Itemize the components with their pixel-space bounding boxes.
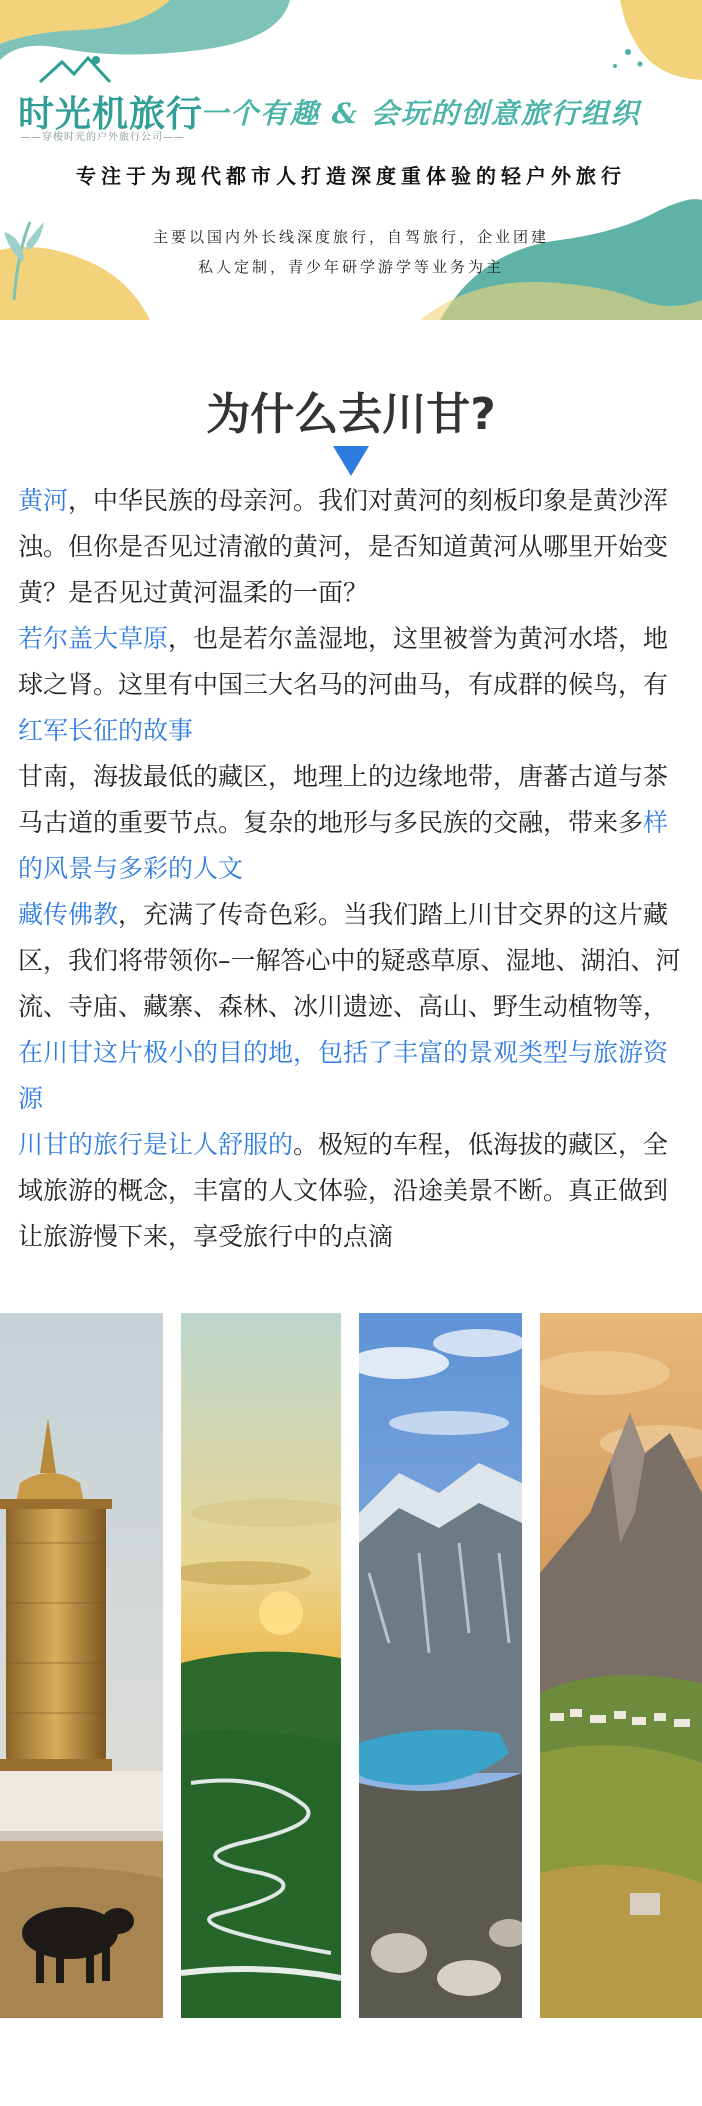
paragraph-text: ，也是若尔盖湿地，这里被誉为黄河水塔，地球之肾。这里有中国三大名马的河曲马，有成群的候鸟，有 [18,624,669,699]
grassland-sunset-photo [181,1313,341,2018]
paragraph-text: ，充满了传奇色彩。当我们踏上川甘交界的这片藏区，我们将带领你–一解答心中的疑惑草原、湿地、湖泊、河流、寺庙、藏寨、森林、冰川遗迹、高山、野生动植物等， [18,900,681,1021]
section-title: 为什么去川甘? [206,389,496,440]
business-description-line-1: 主要以国内外长线深度旅行，自驾旅行，企业团建 [152,228,549,246]
highlight-comfortable-travel: 川甘的旅行是让人舒服的 [18,1130,294,1159]
brand-logo-text: 时光机旅行 [18,94,204,135]
rocky-peak-village-photo [540,1313,702,2018]
header-banner [0,0,702,320]
brand-tagline: 专注于为现代都市人打造深度重体验的轻户外旅行 [76,164,626,188]
prayer-wheel-photo [0,1313,163,2018]
mountain-lake-photo [359,1313,522,2018]
highlight-tibetan-buddhism: 藏传佛教 [18,900,119,929]
brand-logo-subtitle: ——穿梭时光的户外旅行公司—— [20,132,185,143]
photo-strip [0,1313,702,2018]
highlight-yellow-river: 黄河 [18,486,69,515]
article-body [18,478,684,1260]
paragraph-text: ，中华民族的母亲河。我们对黄河的刻板印象是黄沙浑浊。但你是否见过清澈的黄河，是否知道黄河从哪里开始变黄？是否见过黄河温柔的一面？ [18,486,669,607]
paragraph-buddhism [18,892,684,1122]
highlight-scenery-culture: 样的风景与多彩的人文 [18,808,669,883]
paragraph-gannan [18,754,684,892]
paragraph-zoige [18,616,684,754]
down-triangle-icon [333,446,369,476]
paragraph-text: 甘南，海拔最低的藏区，地理上的边缘地带，唐蕃古道与茶马古道的重要节点。复杂的地形与多民族的交融，带来多 [18,762,669,837]
brand-slogan: 一个有趣 & 会玩的创意旅行组织 [200,97,641,130]
paragraph-text: 。极短的车程，低海拔的藏区，全域旅游的概念，丰富的人文体验，沿途美景不断。真正做到让旅游慢下来，享受旅行中的点滴 [18,1130,669,1251]
business-description-line-2: 私人定制，青少年研学游学等业务为主 [197,258,504,276]
paragraph-yellow-river [18,478,684,616]
highlight-long-march: 红军长征的故事 [18,716,194,745]
highlight-zoige-grassland: 若尔盖大草原 [18,624,169,653]
highlight-landscape-resources: 在川甘这片极小的目的地，包括了丰富的景观类型与旅游资源 [18,1038,669,1113]
paragraph-comfort [18,1122,684,1260]
